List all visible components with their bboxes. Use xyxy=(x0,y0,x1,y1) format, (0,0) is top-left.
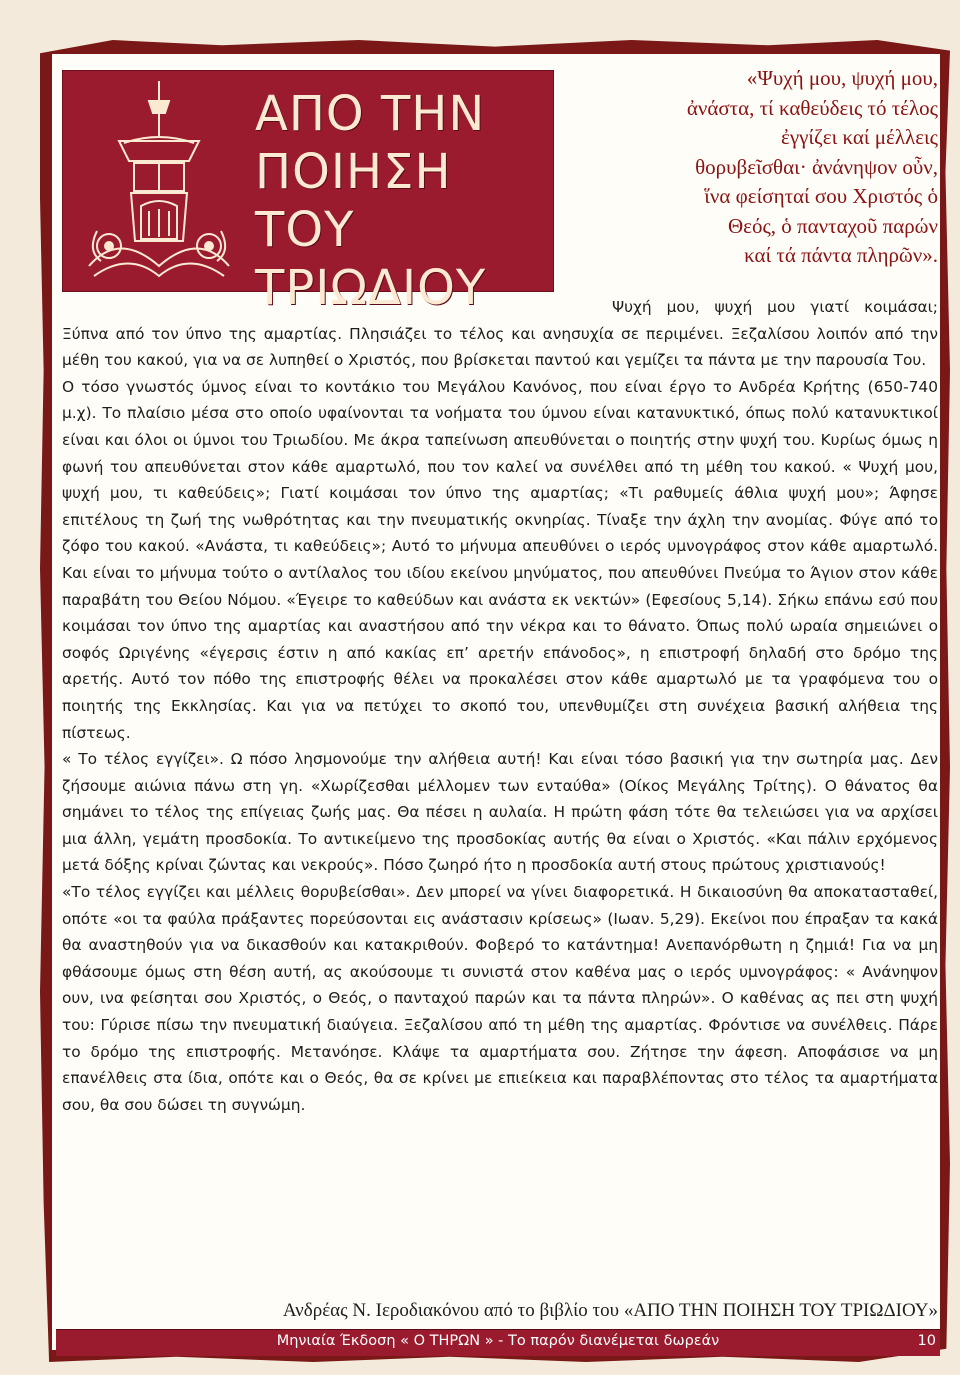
lantern-book-illustration xyxy=(79,81,239,281)
footer-text: Μηνιαία Έκδοση « Ο ΤΗΡΩΝ » - Το παρόν διανέμεται δωρεάν xyxy=(276,1333,720,1349)
hymn-quote xyxy=(570,64,938,271)
hymn-line: ἵνα φείσηταί σου Χριστός ὁ xyxy=(704,184,938,208)
banner-title-line: ΤΡΙΩΔΙΟΥ xyxy=(255,260,487,316)
title-banner xyxy=(62,70,554,316)
hymn-line: καί τά πάντα πληρῶν». xyxy=(744,243,938,267)
hymn-line: «Ψυχή μου, ψυχή μου, xyxy=(746,66,938,90)
page-number: 10 xyxy=(917,1333,936,1349)
hymn-line: ἀνάστα, τί καθεύδεις τό τέλος xyxy=(686,95,938,120)
hymn-line: θορυβεῖσθαι· ἀνάνηψον οὖν, xyxy=(695,154,938,179)
article-body xyxy=(62,294,938,1118)
article-paragraph: Ο τόσο γνωστός ύμνος είναι το κοντάκιο του Μεγάλου Κανόνος, που είναι έργο το Ανδρέα Κρήτης (650-740 μ.χ). Το πλαίσιο μέσα στο οποίο υφαίνονται τα νοήματα του ύμνου είναι κατανυκτικό, όπως πολύ κατανυκτικοί είναι και όλοι οι ύμνοι του Τριωδίου. Με άκρα ταπείνωση απευθύνεται ο ποιητής στην ψυχή του. Κυρίως όμως η φωνή του απευθύνεται στον κάθε αμαρτωλό, που τον καλεί να συνέλθει από τη μέθη του κακού. « Ψυχή μου, ψυχή μου, τι καθεύδεις»; Γιατί κοιμάσαι τον ύπνο της αμαρτίας; «Τι ραθυμείς άθλια ψυχή μου»; Άφησε επιτέλους τη ζωή της νωθρότητας και την πνευματικής οκνηρίας. Τίναξε την άχλη την ανομίας. Φύγε από το ζόφο του κακού. «Ανάστα, τι καθεύδεις»; Αυτό το μήνυμα απευθύνει ο ιερός υμνογράφος στον κάθε αμαρτωλό. Και είναι το μήνυμα τούτο ο αντίλαλος του ιδίου εκείνου μηνύματος, που απευθύνει Πνεύμα το Άγιον στον κάθε παραβάτη του Θείου Νόμου. «Έγειρε το καθεύδων και ανάστα εκ νεκτών» (Εφεσίους 5,14). Σήκω επάνω εσύ που κοιμάσαι τον ύπνο της αμαρτίας και αναστήσου από την νέκρα και το θάνατο. Όπως πολύ ωραία σημειώνει ο σοφός Ωριγένης «έγερσις έστιν η από κακίας επ’ αρετήν επάνοδος», η επιστροφή δηλαδή στο δρόμο της αρετής. Αυτό τον πόθο της επιστροφής θέλει να προκαλέσει στον κάθε αμαρτωλό με τα γραφόμενα του ο ποιητής της Εκκλησίας. Και για να πετύχει το σκοπό του, υπενθυμίζει στη συνέχεια βασική αλήθεια της πίστεως. xyxy=(62,377,938,742)
banner-title xyxy=(255,85,545,317)
banner-title-line: ΠΟΙΗΣΗ ΤΟΥ xyxy=(255,144,452,258)
article-attribution: Ανδρέας Ν. Ιεροδιακόνου από το βιβλίο του «ΑΠΟ ΤΗΝ ΠΟΙΗΣΗ ΤΟΥ ΤΡΙΩΔΙΟΥ» xyxy=(282,1300,938,1321)
article-paragraph: Ψυχή μου, ψυχή μου γιατί κοιμάσαι; Ξύπνα από τον ύπνο της αμαρτίας. Πλησιάζει το τέλος και ανησυχία σε περιμένει. Ξεζαλίσου λοιπόν από την μέθη του κακού, για να σε λυπηθεί ο Χριστός, που βρίσκεται παντού και γεμίζει τα πάντα με την παρουσία Του. xyxy=(62,298,938,370)
article-paragraph: « Το τέλος εγγίζει». Ω πόσο λησμονούμε την αλήθεια αυτή! Και είναι τόσο βασική για την σωτηρία μας. Δεν ζήσουμε αιώνια πάνω στη γη. «Χωρίζεσθαι μέλλομεν των ενταύθα» (Οίκος Μεγάλης Τρίτης). Ο θάνατος θα σημάνει το τέλος της επίγειας ζωής μας. Θα πέσει η αυλαία. Η πρώτη φάση τότε θα τελειώσει για να αρχίσει μια άλλη, γεμάτη προσδοκία. Το αντικείμενο της προσδοκίας αυτής θα είναι ο Χριστός. «Και πάλιν ερχόμενος μετά δόξης κρίναι ζώντας και νεκρούς». Πόσο ζωηρό ήτο η προσδοκία αυτή στους πρώτους χριστιανούς! xyxy=(62,750,938,875)
banner-title-line: ΑΠΟ ΤΗΝ xyxy=(255,86,486,142)
hymn-line: Θεός, ὁ πανταχοῦ παρών xyxy=(728,213,938,238)
hymn-line: ἐγγίζει καί μέλλεις xyxy=(781,125,938,149)
article-paragraph: «Το τέλος εγγίζει και μέλλεις θορυβείσθαι». Δεν μπορεί να γίνει διαφορετικά. Η δικαιοσύνη θα αποκατασταθεί, οπότε «οι τα φαύλα πράξαντες πορεύσονται εις ανάστασιν κρίσεως» (Ιωαν. 5,29). Εκείνοι που έπραξαν τα κακά θα αναστηθούν για να δικασθούν και κατακριθούν. Φοβερό το κατάντημα! Ανεπανόρθωτη η ζημιά! Για να μη φθάσουμε όμως στη θέση αυτή, ας ακούσουμε τι συνιστά στον καθένα μας ο ιερός υμνογράφος: « Ανάνηψον ουν, ινα φείσηται σου Χριστός, ο Θεός, ο πανταχού παρών και τα πάντα πληρών». Ο καθένας ας πει στη ψυχή του: Γύρισε πίσω την πνευματική διαύγεια. Ξεζαλίσου από τη μέθη της αμαρτίας. Φρόντισε να συνέλθεις. Πάρε το δρόμο της επιστροφής. Μετανόησε. Κλάψε τα αμαρτήματα σου. Ζήτησε την άφεση. Αποφάσισε να μη επανέλθεις στα ίδια, οπότε και ο Θεός, θα σε κρίνει με επιείκεια και παραβλέποντας στο τέλος τα αμαρτήματα σου, θα σου δώσει τη συγνώμη. xyxy=(62,883,938,1114)
page-footer xyxy=(56,1329,940,1356)
